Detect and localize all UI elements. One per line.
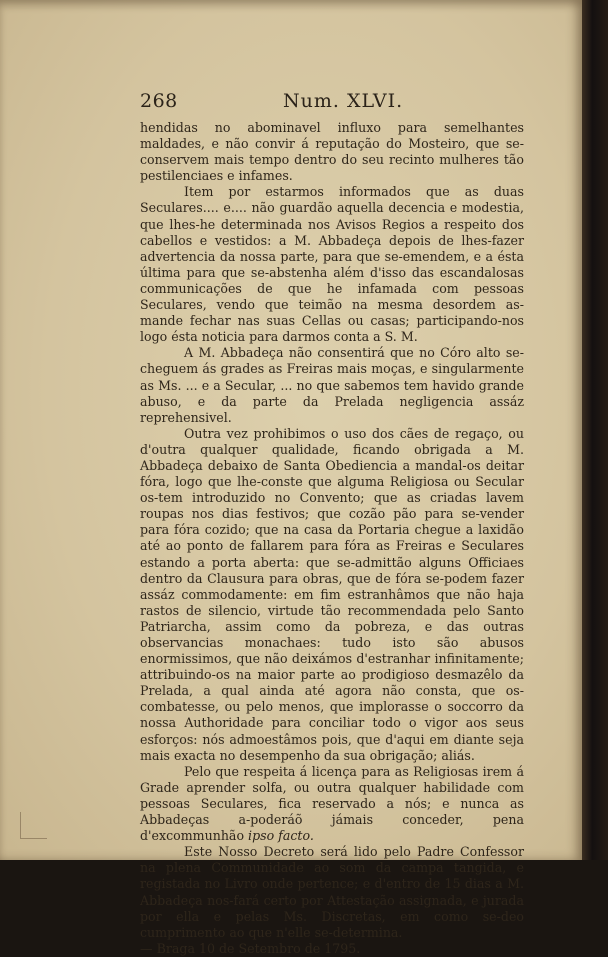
paragraph-prohibitions: Outra vez prohibimos o uso dos cães de regaço, ou d'outra qualquer qualidade, ficando obrigada a M. Abbadeça debaixo de Santa Obediencia a mandal-os deitar fóra, logo que lhe-conste que alguma Religiosa ou Secular os-tem introduzido no Convento; que as criadas lavem roupas nos dias festivos; que cozão pão para se-vender para fóra cozido; que na casa da Portaria chegue a laxidão até ao ponto de fallarem para fóra as Freiras e Seculares estando a porta aberta: que se-admittão alguns Officiaes dentro da Clausura para obras, que de fóra se-podem fazer assáz commodamente: em fim estranhâmos que não haja rastos de silencio, virtude tão recommendada pelo Santo Patriarcha, assim como da pobreza, e das outras observancias monachaes: tudo isto são abusos enormissimos, que não deixámos d'estranhar infinitamente; attribuindo-os na maior parte ao prodigioso desmazêlo da Prelada, a qual ainda até agora não consta, que os-combatesse, ou pelo menos, que implorasse o soccorro da nossa Authoridade para conciliar todo o vigor aos seus esforços: nós admoestâmos pois, que d'aqui em diante seja mais exacta no desempenho da sua obrigação; aliás. — [140, 425, 524, 763]
page-corner-mark — [20, 812, 47, 839]
dateline: — Braga 10 de Setembro de 1795. — [140, 940, 361, 956]
paragraph-licenca — [140, 764, 524, 844]
licenca-text: Pelo que respeita á licença para as Religiosas irem á Grade aprender solfa, ou outra qualquer habilidade com pessoas Seculares, fica reservado a nós; e nunca as Abbadeças a-poderáõ jámais conceder, pena d'excommunhão — [140, 763, 524, 844]
page-header — [140, 90, 560, 114]
paragraph-seculares: Item por estarmos informados que as duas Seculares.... e.... não guardão aquella decencia e modestia, que lhes-he determinada nos Avisos Regios a respeito dos cabellos e vestidos: a M. Abbadeça depois de lhes-fazer advertencia da nossa parte, para que se-emendem, e a ésta última para que se-abstenha além d'isso das escandalosas communicações de que he infamada com pessoas Seculares, vendo que teimão na mesma desordem as-mande fechar nas suas Cellas ou casas; participando-nos logo ésta noticia para darmos conta a S. M. — [140, 184, 524, 345]
paragraph-decreto: Este Nosso Decreto será lido pelo Padre Confessor na plena Communidade ao som da campa tangida, e registada no Livro onde pertence; e d'entro de 15 dias a M. Abbadeça nos-fará certo por Attestação assignada, e jurada por ella e pelas Ms. Discretas, em como se-deo cumprimento ao que n'elle se-determina. — [140, 844, 524, 940]
body-text — [140, 120, 524, 957]
paragraph-coro-alto: A M. Abbadeça não consentirá que no Córo alto se-cheguem ás grades as Freiras mais moças, e singularmente as Ms. ... e a Secular, ... no que sabemos tem havido grande abuso, e da parte da Prelada negligencia assáz reprehensivel. — [140, 345, 524, 425]
book-spine — [582, 0, 608, 860]
running-title: Num. XLVI. — [283, 90, 404, 112]
page-number: 268 — [140, 90, 178, 112]
latin-phrase: ipso facto. — [248, 828, 314, 844]
paragraph-continuation: hendidas no abominavel influxo para semelhantes maldades, e não convir á reputação do Mosteiro, que se-conservem mais tempo dentro do seu recinto mulheres tão pestilenciaes e infames. — [140, 120, 524, 184]
